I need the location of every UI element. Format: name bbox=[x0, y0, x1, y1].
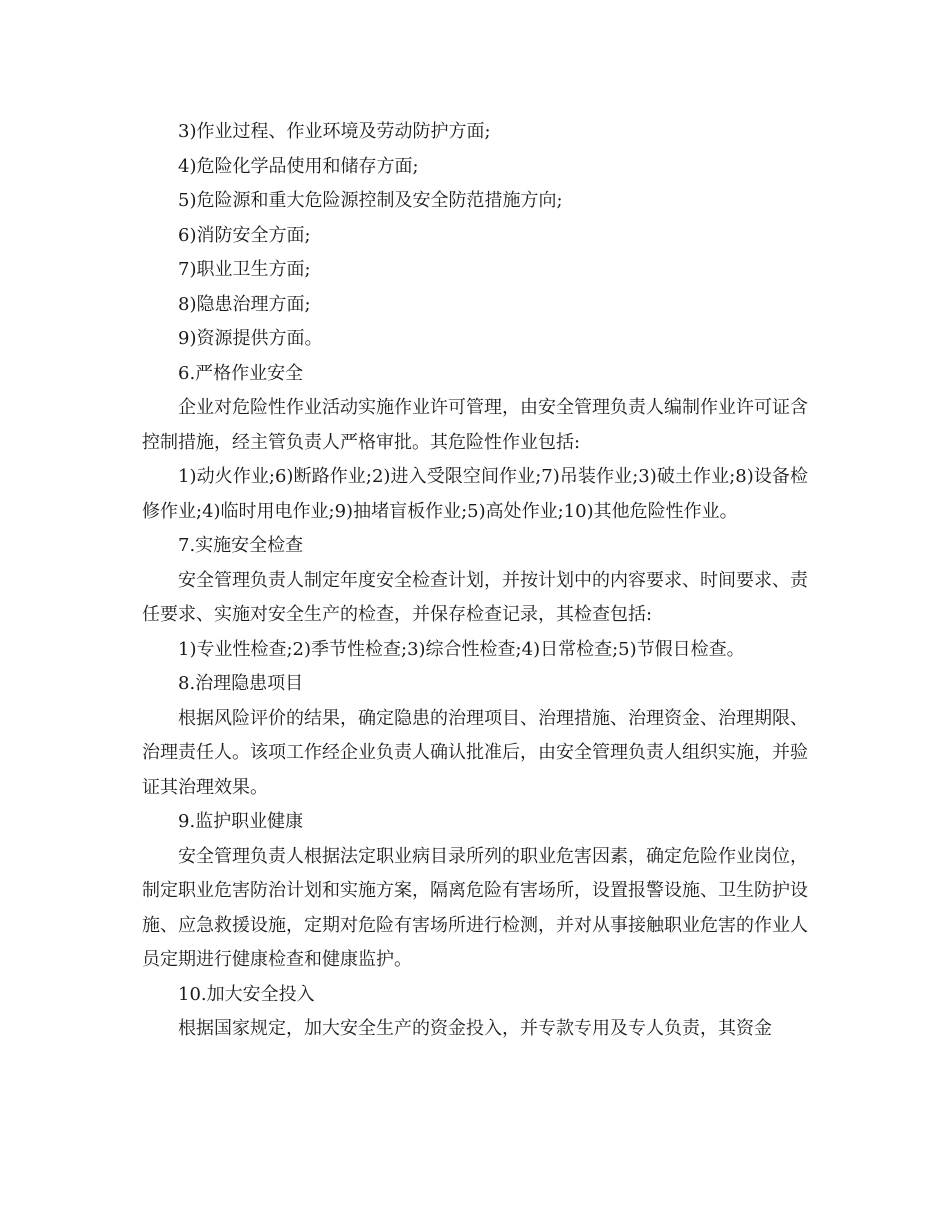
list-item-hazard-remediation: 8)隐患治理方面; bbox=[178, 293, 311, 315]
section-heading-safety-inspection: 7.实施安全检查 bbox=[178, 535, 304, 556]
section-heading-hazard-projects: 8.治理隐患项目 bbox=[178, 673, 304, 694]
list-item-fire-safety: 6)消防安全方面; bbox=[178, 224, 311, 246]
list-item-occupational-hygiene: 7)职业卫生方面; bbox=[178, 259, 311, 280]
list-item-work-process: 3)作业过程、作业环境及劳动防护方面; bbox=[178, 121, 491, 142]
list-item-hazard-source-control: 5)危险源和重大危险源控制及安全防范措施方向; bbox=[178, 190, 563, 211]
paragraph-work-permit: 企业对危险性作业活动实施作业许可管理，由安全管理负责人编制作业许可证含控制措施，经主管负责人严格审批。其危险性作业包括: bbox=[142, 397, 808, 453]
paragraph-inspection-plan: 安全管理负责人制定年度安全检查计划，并按计划中的内容要求、时间要求、责任要求、实施对安全生产的检查，并保存检查记录，其检查包括: bbox=[142, 569, 808, 625]
document-body bbox=[142, 115, 808, 1047]
list-inspection-types: 1)专业性检查;2)季节性检查;3)综合性检查;4)日常检查;5)节假日检查。 bbox=[178, 638, 745, 660]
paragraph-hazard-remediation: 根据风险评价的结果，确定隐患的治理项目、治理措施、治理资金、治理期限、治理责任人。该项工作经企业负责人确认批准后，由安全管理负责人组织实施，并验证其治理效果。 bbox=[142, 707, 808, 798]
section-heading-occupational-health: 9.监护职业健康 bbox=[178, 811, 304, 832]
section-heading-safety-investment: 10.加大安全投入 bbox=[178, 983, 315, 1005]
list-hazardous-operations: 1)动火作业;6)断路作业;2)进入受限空间作业;7)吊装作业;3)破土作业;8)设备检修作业;4)临时用电作业;9)抽堵盲板作业;5)高处作业;10)其他危险性作业。 bbox=[142, 466, 808, 522]
list-item-hazardous-chemicals: 4)危险化学品使用和储存方面; bbox=[178, 155, 419, 177]
paragraph-safety-investment: 根据国家规定，加大安全生产的资金投入，并专款专用及专人负责，其资金 bbox=[178, 1018, 772, 1039]
section-heading-work-safety: 6.严格作业安全 bbox=[178, 362, 304, 384]
list-item-resource-provision: 9)资源提供方面。 bbox=[178, 328, 323, 349]
paragraph-occupational-health: 安全管理负责人根据法定职业病目录所列的职业危害因素，确定危险作业岗位，制定职业危害防治计划和实施方案，隔离危险有害场所，设置报警设施、卫生防护设施、应急救援设施，定期对危险有害场所进行检测，并对从事接触职业危害的作业人员定期进行健康检查和健康监护。 bbox=[142, 845, 808, 970]
